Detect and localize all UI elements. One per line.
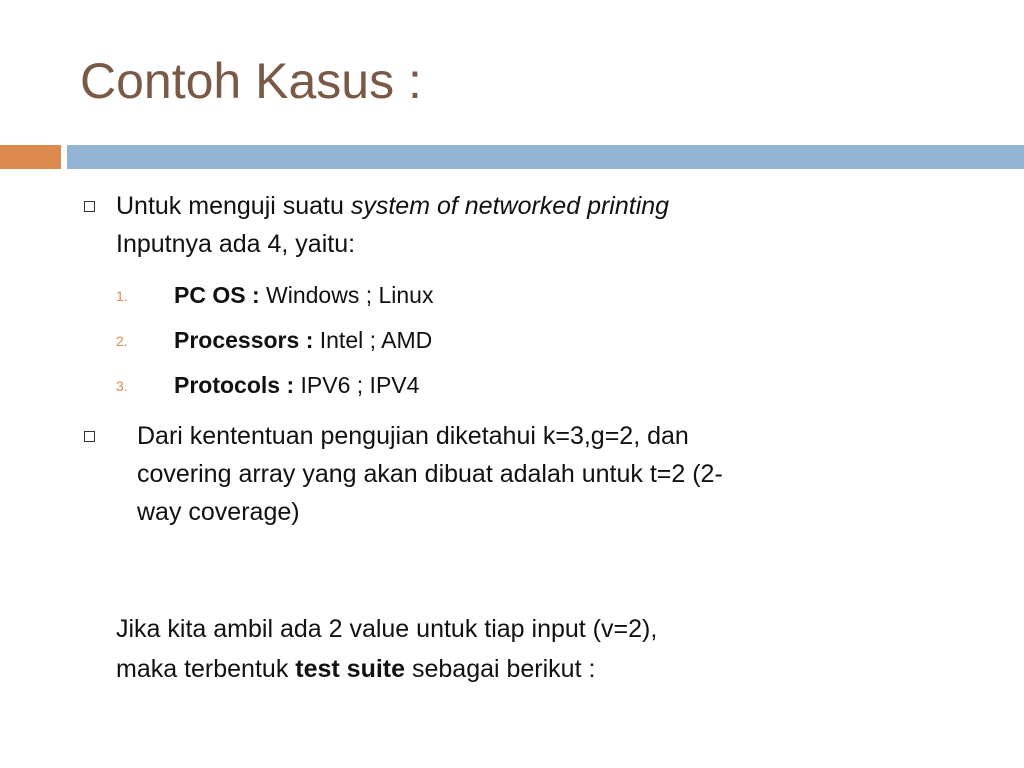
bullet-1-line-2: Inputnya ada 4, yaitu: [116, 230, 356, 258]
bullet-2-line-1: Dari kententuan pengujian diketahui k=3,g=2, dan [137, 422, 689, 450]
list-item-number: 2. [116, 333, 128, 349]
list-item [174, 370, 419, 400]
list-item-number: 3. [116, 378, 128, 394]
closing-bold: test suite [295, 655, 406, 683]
square-bullet-icon [84, 201, 95, 212]
slide-title: Contoh Kasus : [80, 53, 422, 109]
bullet-1-lead: Untuk menguji suatu [116, 192, 351, 220]
bullet-2-line-3: way coverage) [137, 498, 300, 526]
bullet-2-line-2: covering array yang akan dibuat adalah untuk t=2 (2- [137, 460, 723, 488]
list-item [174, 280, 433, 310]
input-values: Intel ; AMD [313, 327, 433, 353]
closing-line-1: Jika kita ambil ada 2 value untuk tiap input (v=2), [116, 615, 658, 643]
input-name: Processors : [174, 327, 314, 353]
closing-pre: maka terbentuk [116, 655, 296, 683]
accent-bar-orange [0, 145, 61, 169]
input-name: Protocols : [174, 372, 295, 398]
list-item [174, 325, 432, 355]
input-values: IPV6 ; IPV4 [294, 372, 420, 398]
input-values: Windows ; Linux [259, 282, 434, 308]
bullet-1-italic: system of networked printing [350, 192, 670, 220]
bullet-1-line-1 [116, 187, 669, 225]
input-name: PC OS : [174, 282, 260, 308]
closing-line-2 [116, 650, 595, 688]
list-item-number: 1. [116, 288, 128, 304]
square-bullet-icon [84, 431, 95, 442]
closing-post: sebagai berikut : [405, 655, 596, 683]
accent-bar-blue [67, 145, 1024, 169]
